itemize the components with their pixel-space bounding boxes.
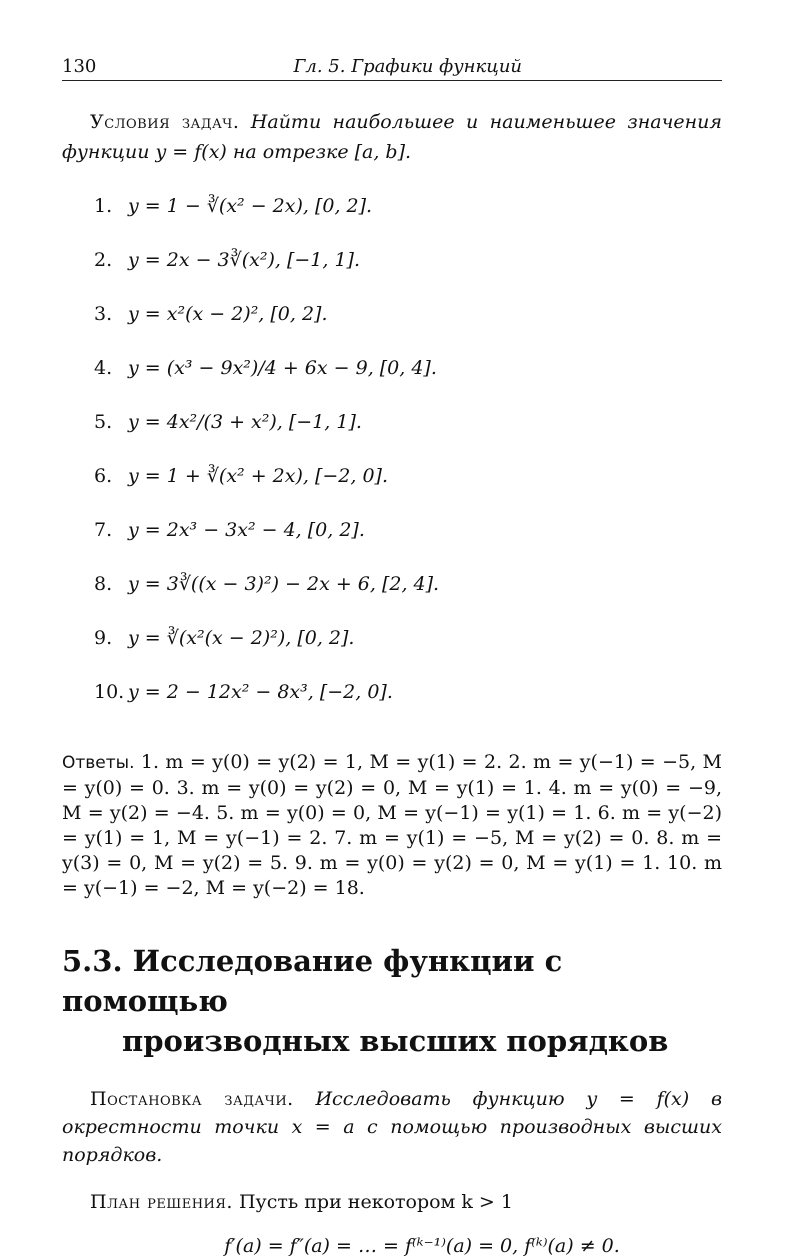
- section-number: 5.3.: [62, 944, 123, 978]
- task-statement: [62, 1085, 722, 1169]
- solution-plan: [62, 1188, 722, 1216]
- page-number: 130: [62, 56, 97, 77]
- problem-formula: y = 1 − ∛(x² − 2x), [0, 2].: [128, 195, 373, 217]
- problem-item: [94, 672, 722, 726]
- problem-item: [94, 510, 722, 564]
- section-heading: [62, 941, 722, 1061]
- problem-formula: y = (x³ − 9x²)/4 + 6x − 9, [0, 4].: [128, 357, 437, 379]
- problem-item: [94, 618, 722, 672]
- problem-item: [94, 402, 722, 456]
- problem-item: [94, 240, 722, 294]
- problem-number: 5.: [94, 411, 113, 433]
- problem-formula: y = 3∛((x − 3)²) − 2x + 6, [2, 4].: [128, 573, 440, 595]
- problem-number: 10.: [94, 681, 125, 703]
- plan-label: План решения.: [90, 1191, 233, 1214]
- problem-item: [94, 294, 722, 348]
- problem-number: 7.: [94, 519, 113, 541]
- task-label: Постановка задачи.: [90, 1088, 294, 1111]
- problem-item: [94, 186, 722, 240]
- problem-number: 1.: [94, 195, 113, 217]
- page-header: [62, 56, 722, 81]
- answers-label: Ответы.: [62, 753, 135, 773]
- problem-item: [94, 564, 722, 618]
- problem-formula: y = 4x²/(3 + x²), [−1, 1].: [128, 411, 362, 433]
- problem-list: [62, 186, 722, 726]
- conditions-label: Условия задач.: [90, 111, 240, 133]
- problem-formula: y = 2x − 3∛(x²), [−1, 1].: [128, 249, 361, 271]
- problem-formula: y = 1 + ∛(x² + 2x), [−2, 0].: [128, 465, 389, 487]
- problem-formula: y = 2 − 12x² − 8x³, [−2, 0].: [128, 681, 393, 703]
- book-page: [62, 56, 722, 1257]
- task-text: Исследовать функцию y = f(x) в окрестности точки x = a с помощью производных высших порядков.: [62, 1088, 723, 1167]
- problem-number: 3.: [94, 303, 113, 325]
- problem-number: 9.: [94, 627, 113, 649]
- problem-item: [94, 456, 722, 510]
- conditions-text: Найти наибольшее и наименьшее значения функции y = f(x) на отрезке [a, b].: [62, 111, 723, 163]
- problem-number: 8.: [94, 573, 113, 595]
- section-title-line2: производных высших порядков: [122, 1024, 669, 1058]
- problem-number: 6.: [94, 465, 113, 487]
- problem-number: 2.: [94, 249, 113, 271]
- problem-number: 4.: [94, 357, 113, 379]
- plan-text: Пусть при некотором k > 1: [238, 1191, 513, 1214]
- problem-formula: y = ∛(x²(x − 2)²), [0, 2].: [128, 627, 355, 649]
- problem-item: [94, 348, 722, 402]
- answers-block: [62, 750, 722, 901]
- running-title: Гл. 5. Графики функций: [293, 56, 522, 77]
- derivative-formula: f′(a) = f″(a) = … = f⁽ᵏ⁻¹⁾(a) = 0, f⁽ᵏ⁾(a) ≠ 0.: [224, 1235, 620, 1257]
- problem-formula: y = x²(x − 2)², [0, 2].: [128, 303, 328, 325]
- problem-conditions: [62, 107, 722, 167]
- problem-formula: y = 2x³ − 3x² − 4, [0, 2].: [128, 519, 365, 541]
- section-title-line1: Исследование функции с помощью: [62, 944, 563, 1018]
- answers-text: 1. m = y(0) = y(2) = 1, M = y(1) = 2. 2. m = y(−1) = −5, M = y(0) = 0. 3. m = y(0) = y(2) = 0, M = y(1) = 1. 4. m = y(0) = −9, M = y(2) = −4. 5. m = y(0) = 0, M = y(−1) = y(1) = 1. 6. m = y(−2) = y(1) = 1, M = y(−1) = 2. 7. m = y(1) = −5, M = y(2) = 0. 8. m = y(3) = 0, M = y(2) = 5. 9. m = y(0) = y(2) = 0, M = y(1) = 1. 10. m = y(−1) = −2, M = y(−2) = 18.: [62, 751, 722, 899]
